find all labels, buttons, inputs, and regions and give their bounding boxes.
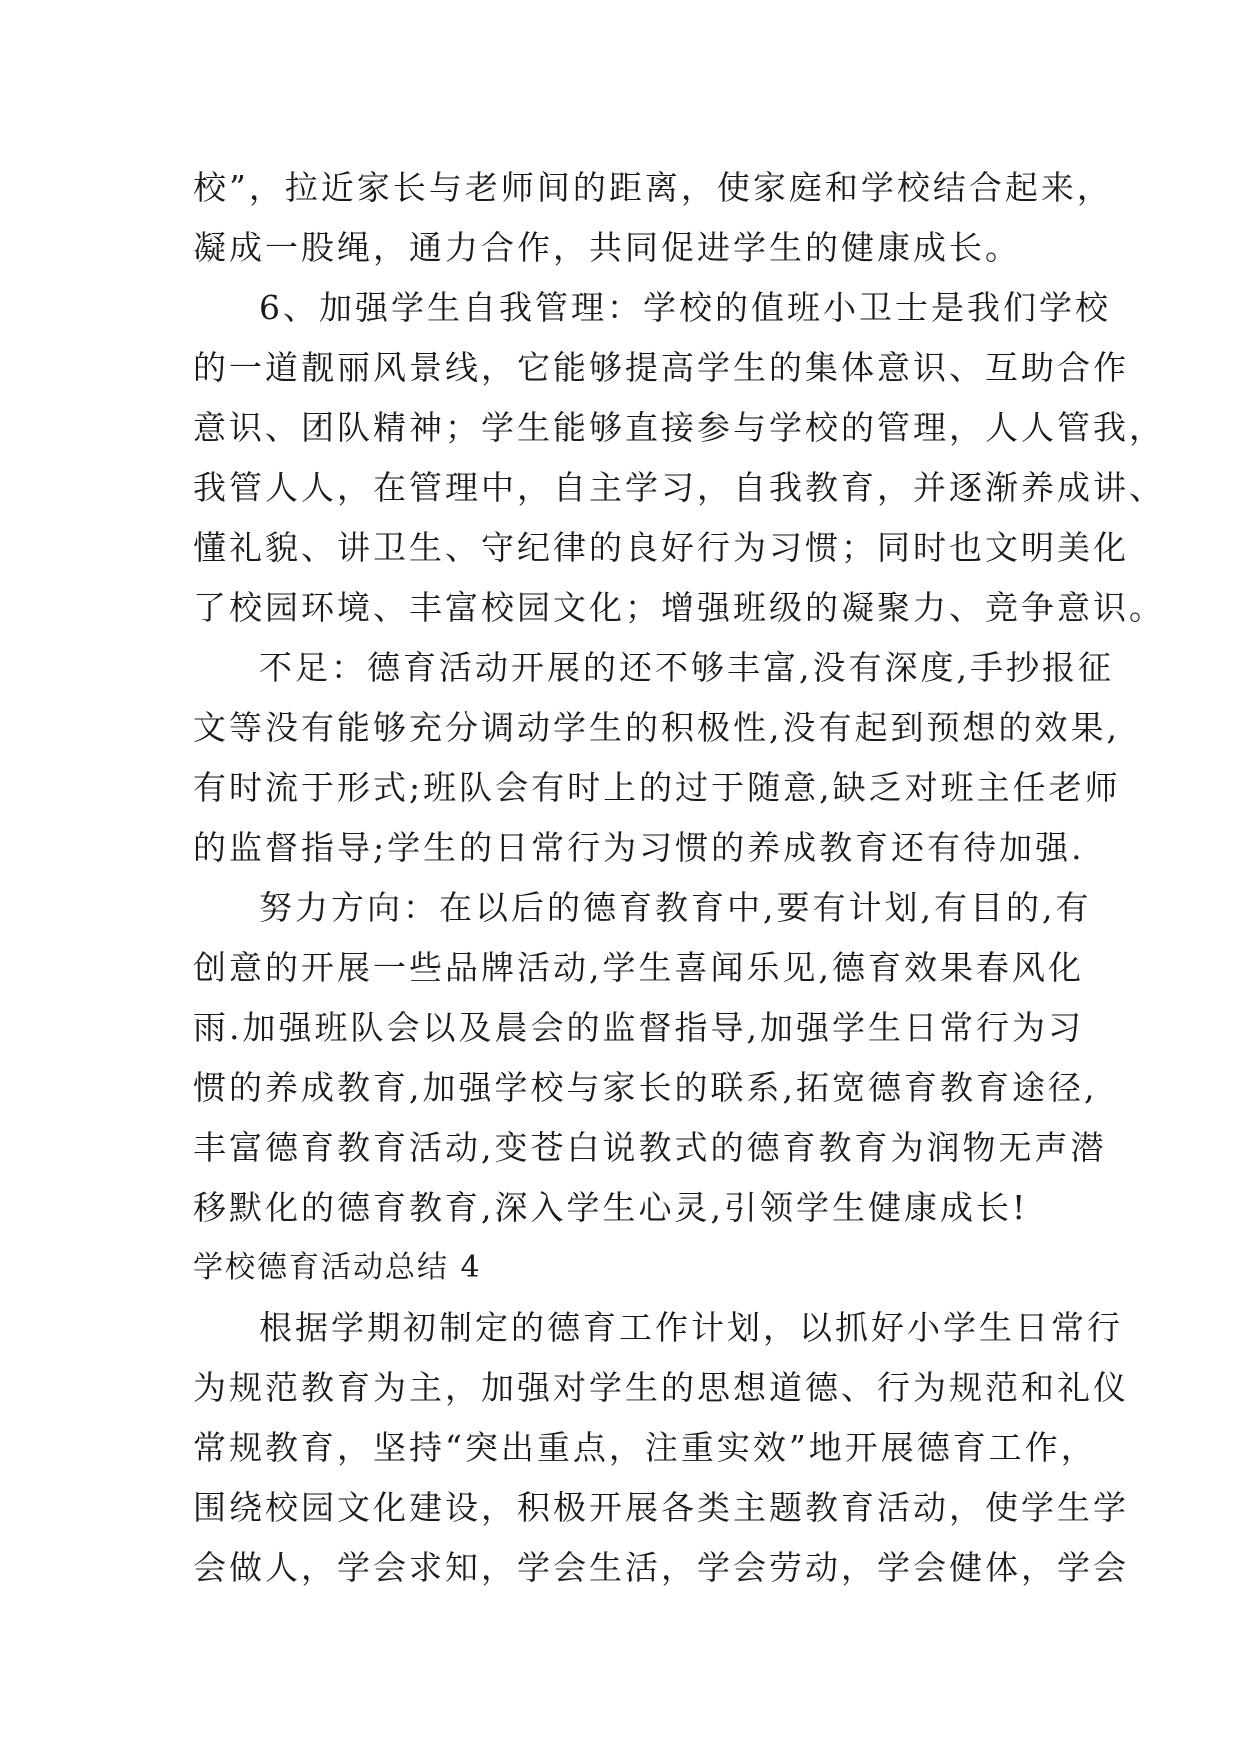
text-line: 围绕校园文化建设，积极开展各类主题教育活动，使学生学	[193, 1488, 1129, 1527]
text-line: 了校园环境、丰富校园文化；增强班级的凝聚力、竞争意识。	[193, 588, 1165, 627]
text-line: 校”，拉近家长与老师间的距离，使家庭和学校结合起来，	[193, 168, 1113, 207]
paragraph-shortcomings	[193, 638, 1121, 878]
section-title: 学校德育活动总结 4	[193, 1250, 482, 1285]
paragraph-continued	[193, 158, 1113, 278]
text-line: 文等没有能够充分调动学生的积极性,没有起到预想的效果,	[193, 708, 1120, 747]
text-line: 雨.加强班队会以及晨会的监督指导,加强学生日常行为习	[193, 1008, 1084, 1047]
text-line: 我管人人，在管理中，自主学习，自我教育，并逐渐养成讲、	[193, 468, 1165, 507]
paragraph-direction	[193, 878, 1107, 1238]
text-line: 丰富德育教育活动,变苍白说教式的德育教育为润物无声潜	[193, 1128, 1107, 1167]
text-line: 凝成一股绳，通力合作，共同促进学生的健康成长。	[193, 228, 1021, 267]
text-line: 有时流于形式;班队会有时上的过于随意,缺乏对班主任老师	[193, 768, 1121, 807]
text-line: 的监督指导;学生的日常行为习惯的养成教育还有待加强.	[193, 828, 1085, 867]
text-line: 创意的开展一些品牌活动,学生喜闻乐见,德育效果春风化	[193, 948, 1084, 987]
text-line: 移默化的德育教育,深入学生心灵,引领学生健康成长!	[193, 1188, 1029, 1227]
text-line: 努力方向：在以后的德育教育中,要有计划,有目的,有	[259, 888, 1092, 927]
text-line: 为规范教育为主，加强对学生的思想道德、行为规范和礼仪	[193, 1368, 1129, 1407]
paragraph-section-4	[193, 1298, 1129, 1598]
paragraph-self-management	[193, 278, 1165, 638]
text-line: 6、加强学生自我管理：学校的值班小卫士是我们学校	[259, 288, 1111, 327]
text-line: 会做人，学会求知，学会生活，学会劳动，学会健体，学会	[193, 1548, 1129, 1587]
text-line: 根据学期初制定的德育工作计划，以抓好小学生日常行	[259, 1308, 1123, 1347]
text-line: 的一道靓丽风景线，它能够提高学生的集体意识、互助合作	[193, 348, 1129, 387]
text-line: 懂礼貌、讲卫生、守纪律的良好行为习惯；同时也文明美化	[193, 528, 1129, 567]
text-line: 惯的养成教育,加强学校与家长的联系,拓宽德育教育途径,	[193, 1068, 1098, 1107]
text-line: 常规教育，坚持“突出重点，注重实效”地开展德育工作，	[193, 1428, 1097, 1467]
document-body	[193, 158, 1165, 1598]
text-line: 意识、团队精神；学生能够直接参与学校的管理，人人管我，	[193, 408, 1165, 447]
text-line: 不足：德育活动开展的还不够丰富,没有深度,手抄报征	[259, 648, 1114, 687]
